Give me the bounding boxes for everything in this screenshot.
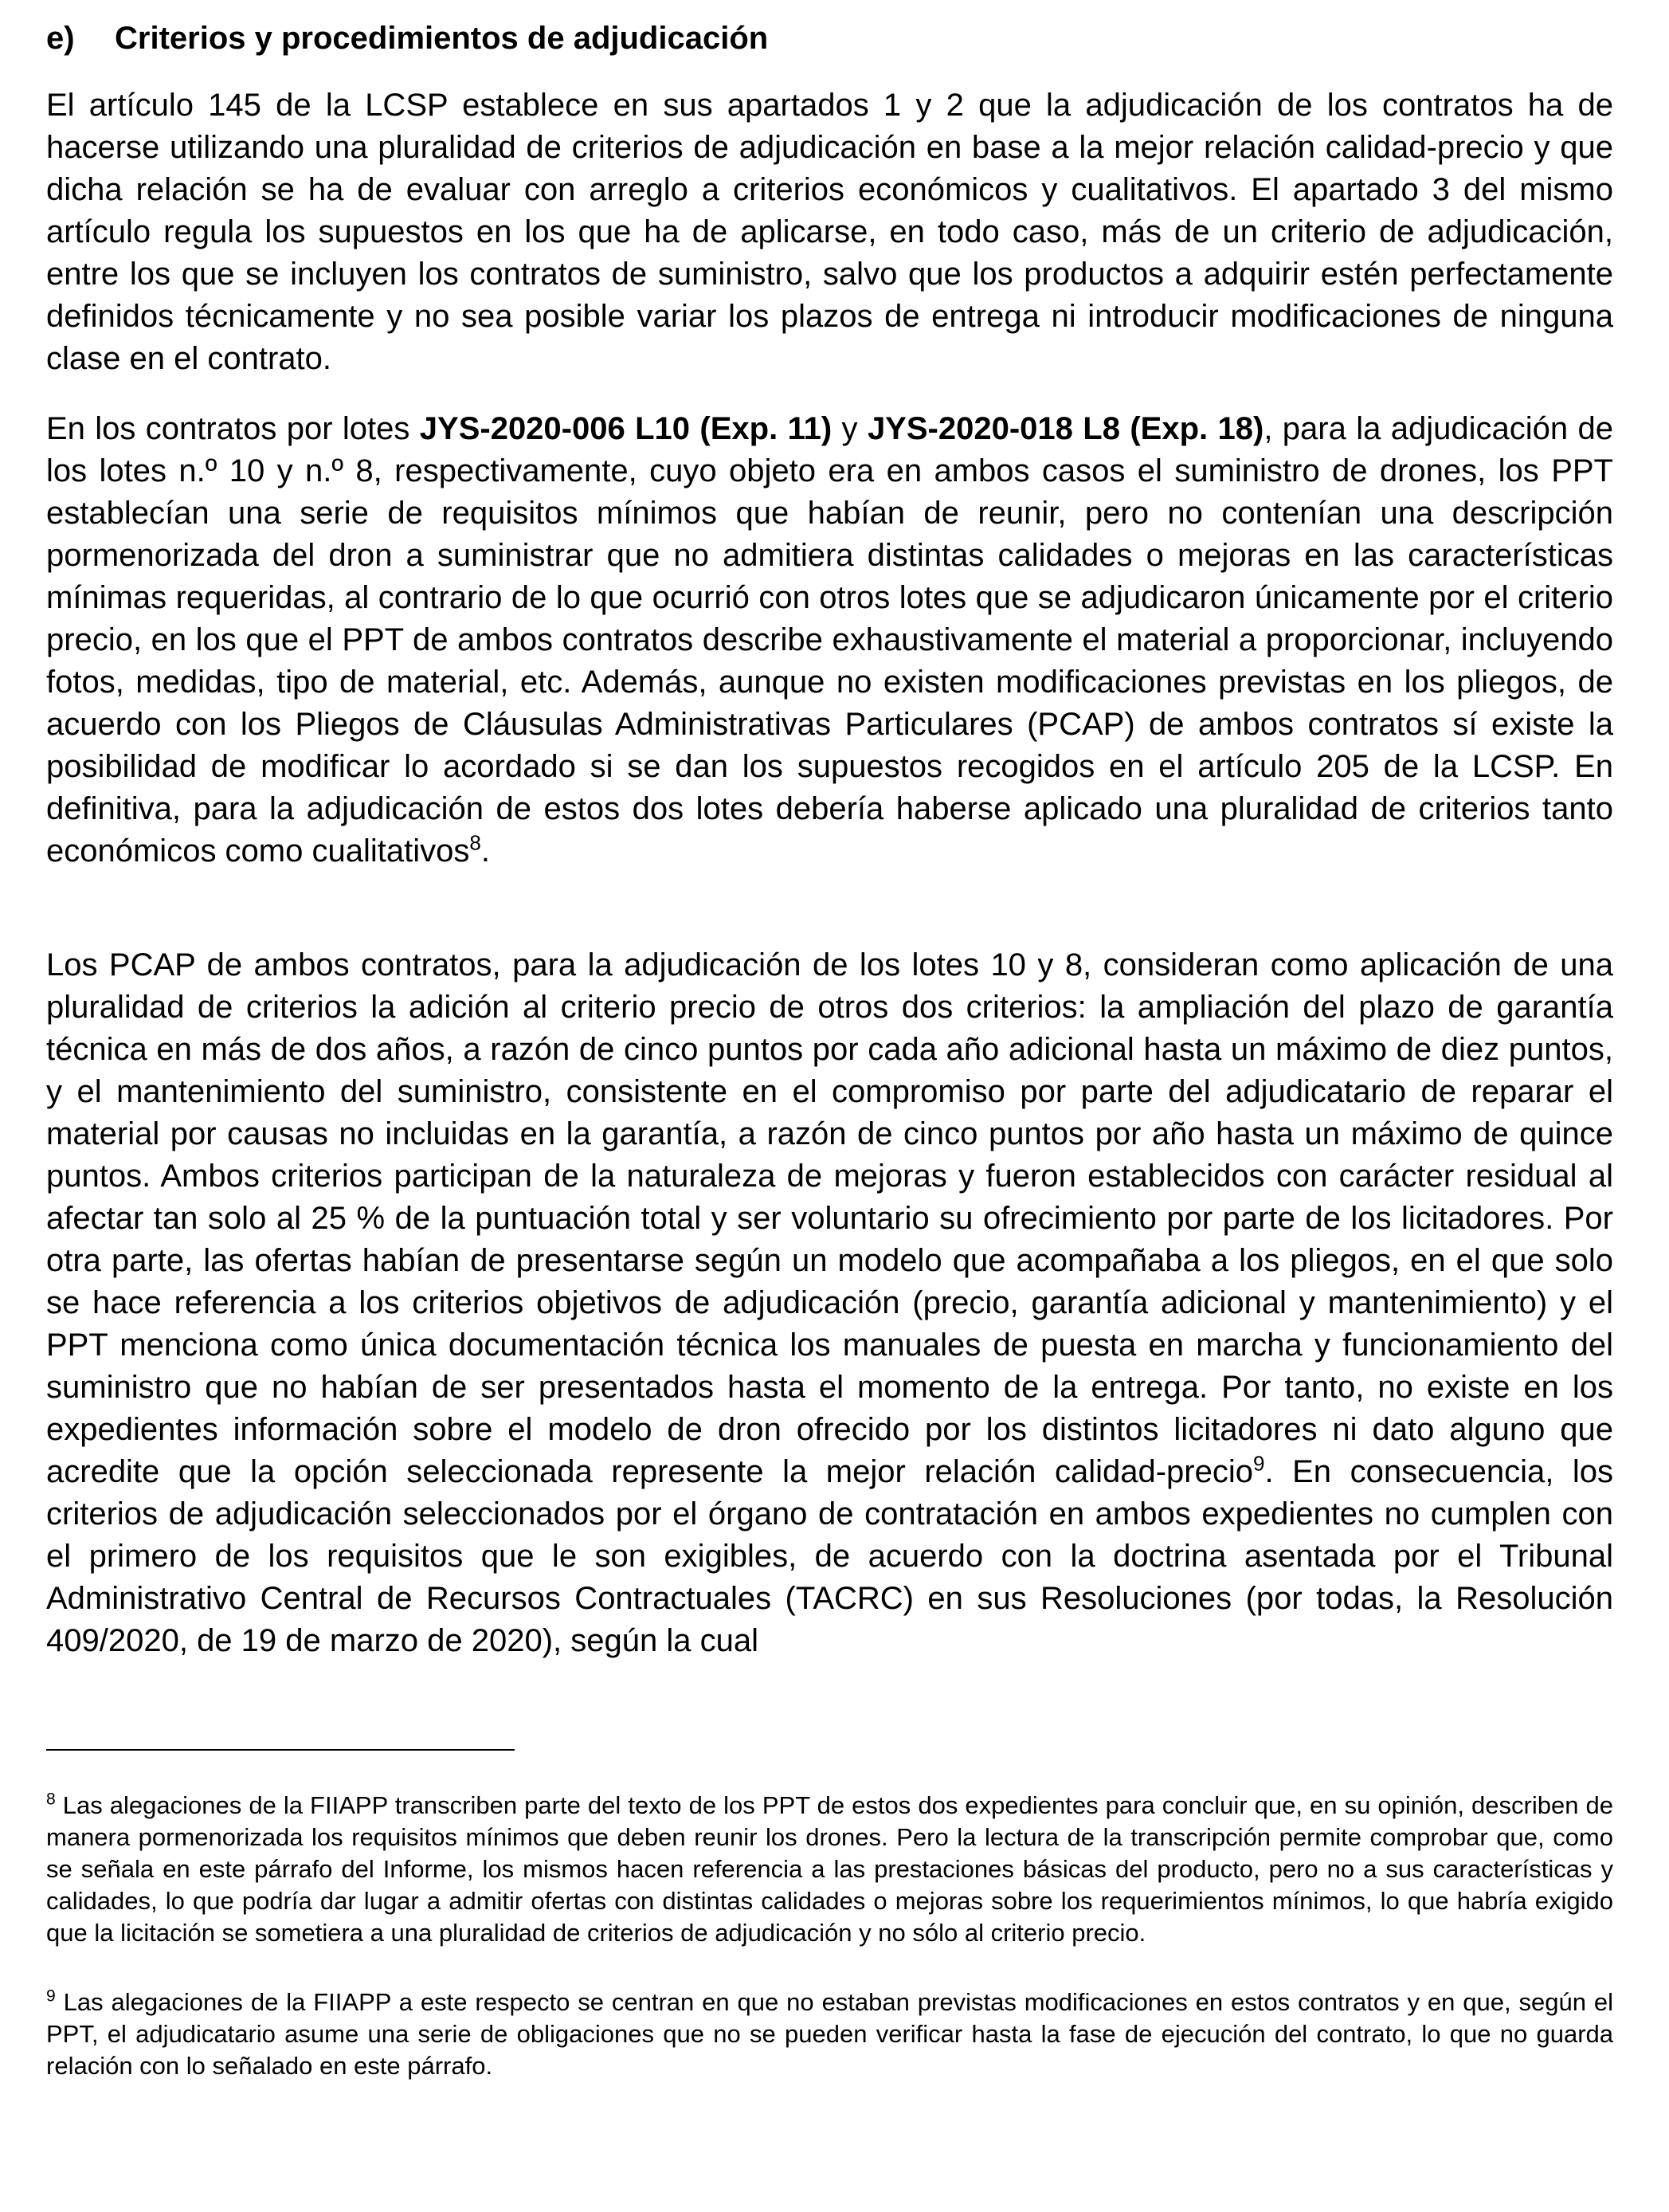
paragraph-2-end: . [480,833,490,869]
paragraph-2-intro: En los contratos por lotes [46,411,420,446]
paragraph-2 [46,408,1613,873]
paragraph-2-text: , para la adjudicación de los lotes n.º 10 y n.º 8, respectivamente, cuyo objeto era en ambos casos el suministro de drones, los PPT establecían una serie de requisitos mínimos que habían de reunir, pero no contenían una descripción pormenorizada del dron a suministrar que no admitiera distintas calidades o mejoras en las características mínimas requeridas, al contrario de lo que ocurrió con otros lotes que se adjudicaron únicamente por el criterio precio, en los que el PPT de ambos contratos describe exhaustivamente el material a proporcionar, incluyendo fotos, medidas, tipo de material, etc. Además, aunque no existen modificaciones previstas en los pliegos, de acuerdo con los Pliegos de Cláusulas Administrativas Particulares (PCAP) de ambos contratos sí existe la posibilidad de modificar lo acordado si se dan los supuestos recogidos en el artículo 205 de la LCSP. En definitiva, para la adjudicación de estos dos lotes debería haberse aplicado una pluralidad de criterios tanto económicos como cualitativos [46,411,1613,869]
footnote-8 [46,1790,1613,1949]
section-title: Criterios y procedimientos de adjudicación [115,21,769,56]
paragraph-2-connector: y [832,411,868,446]
footnote-8-text: Las alegaciones de la FIIAPP transcriben parte del texto de los PPT de estos dos expedientes para concluir que, en su opinión, describen de manera pormenorizada los requisitos mínimos que deben reunir los drones. Pero la lectura de la transcripción permite comprobar que, como se señala en este párrafo del Informe, los mismos hacen referencia a las prestaciones básicas del producto, pero no a sus características y calidades, lo que podría dar lugar a admitir ofertas con distintas calidades o mejoras sobre los requerimientos mínimos, lo que habría exigido que la licitación se sometiera a una pluralidad de criterios de adjudicación y no sólo al criterio precio. [46,1791,1613,1947]
paragraph-3-text: Los PCAP de ambos contratos, para la adjudicación de los lotes 10 y 8, consideran como aplicación de una pluralidad de criterios la adición al criterio precio de otros dos criterios: la ampliación del plazo de garantía técnica en más de dos años, a razón de cinco puntos por cada año adicional hasta un máximo de diez puntos, y el mantenimiento del suministro, consistente en el compromiso por parte del adjudicatario de reparar el material por causas no incluidas en la garantía, a razón de cinco puntos por año hasta un máximo de quince puntos. Ambos criterios participan de la naturaleza de mejoras y fueron establecidos con carácter residual al afectar tan solo al 25 % de la puntuación total y ser voluntario su ofrecimiento por parte de los licitadores. Por otra parte, las ofertas habían de presentarse según un modelo que acompañaba a los pliegos, en el que solo se hace referencia a los criterios objetivos de adjudicación (precio, garantía adicional y mantenimiento) y el PPT menciona como única documentación técnica los manuales de puesta en marcha y funcionamiento del suministro que no habían de ser presentados hasta el momento de la entrega. Por tanto, no existe en los expedientes información sobre el modelo de dron ofrecido por los distintos licitadores ni dato alguno que acredite que la opción seleccionada represente la mejor relación calidad-precio [46,947,1613,1489]
footnote-9-text: Las alegaciones de la FIIAPP a este respecto se centran en que no estaban previstas modificaciones en estos contratos y en que, según el PPT, el adjudicatario asume una serie de obligaciones que no se pueden verificar hasta la fase de ejecución del contrato, lo que no guarda relación con lo señalado en este párrafo. [46,1988,1613,2080]
paragraph-1-text: El artículo 145 de la LCSP establece en sus apartados 1 y 2 que la adjudicación de los contratos ha de hacerse utilizando una pluralidad de criterios de adjudicación en base a la mejor relación calidad-precio y que dicha relación se ha de evaluar con arreglo a criterios económicos y cualitativos. El apartado 3 del mismo artículo regula los supuestos en los que ha de aplicarse, en todo caso, más de un criterio de adjudicación, entre los que se incluyen los contratos de suministro, salvo que los productos a adquirir estén perfectamente definidos técnicamente y no sea posible variar los plazos de entrega ni introducir modificaciones de ninguna clase en el contrato. [46,88,1613,376]
section-letter: e) [46,21,75,56]
paragraph-3-continuation: . En consecuencia, los criterios de adjudicación seleccionados por el órgano de contratación en ambos expedientes no cumplen con el primero de los requisitos que le son exigibles, de acuerdo con la doctrina asentada por el Tribunal Administrativo Central de Recursos Contractuales (TACRC) en sus Resoluciones (por todas, la Resolución 409/2020, de 19 de marzo de 2020), según la cual [46,1454,1613,1658]
footnote-ref-9[interactable]: 9 [1252,1451,1265,1476]
footnote-8-number: 8 [46,1790,56,1809]
paragraph-1 [46,84,1613,380]
footnote-9-number: 9 [46,1986,56,2006]
paragraph-3 [46,944,1613,1662]
footnote-9 [46,1986,1613,2082]
footnote-separator [46,1749,515,1751]
footnote-ref-8[interactable]: 8 [469,830,481,855]
lot-reference-a: JYS-2020-006 L10 (Exp. 11) [419,411,833,446]
section-heading [46,16,768,61]
lot-reference-b: JYS-2020-018 L8 (Exp. 18) [867,411,1264,446]
